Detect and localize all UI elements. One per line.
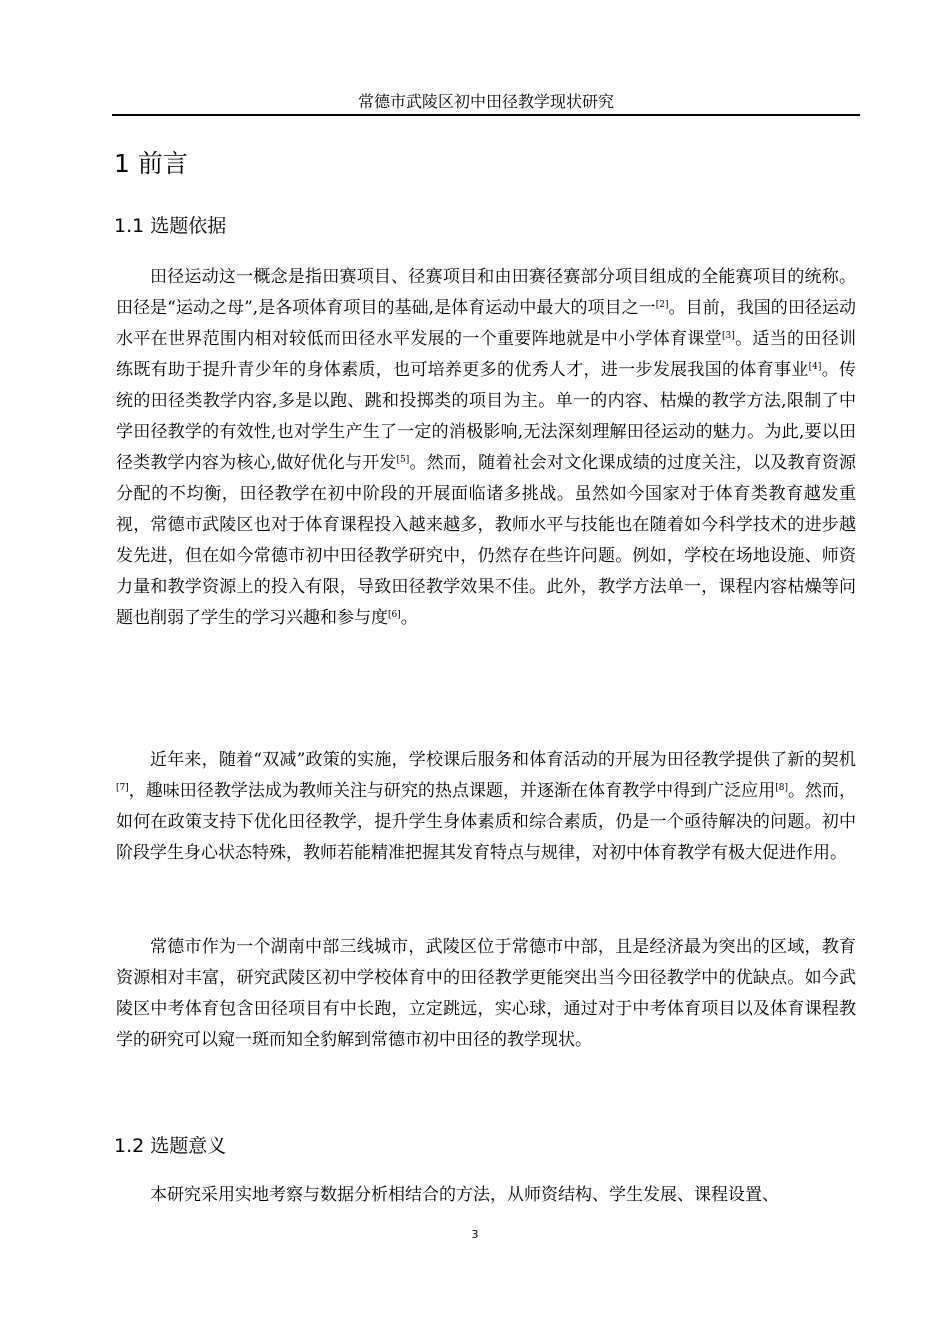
paragraph-1 bbox=[116, 262, 856, 634]
paragraph-3: 常德市作为一个湖南中部三线城市，武陵区位于常德市中部，且是经济最为突出的区域，教育资源相对丰富，研究武陵区初中学校体育中的田径教学更能突出当今田径教学中的优缺点。如今武陵区中考体育包含田径项目有中长跑，立定跳远，实心球，通过对于中考体育项目以及体育课程教学的研究可以窥一斑而知全豹解到常德市初中田径的教学现状。 bbox=[116, 937, 856, 1050]
citation: [3] bbox=[722, 331, 735, 341]
section-1-heading: 1 前言 bbox=[114, 149, 188, 178]
header-rule bbox=[112, 114, 860, 116]
paragraph-4: 本研究采用实地考察与数据分析相结合的方法，从师资结构、学生发展、课程设置、 bbox=[150, 1185, 779, 1205]
text-run: 。 bbox=[400, 608, 418, 628]
citation: [6] bbox=[388, 610, 401, 620]
text-run: 。然而，如何在政策支持下优化田径教学，提升学生身体素质和综合素质，仍是一个亟待解决的问题。初中阶段学生身心状态特殊，教师若能精准把握其发育特点与规律，对初中体育教学有极大促进作用。 bbox=[116, 781, 856, 863]
section-1-1-heading: 1.1 选题依据 bbox=[114, 215, 227, 237]
text-run: 。然而，随着社会对文化课成绩的过度关注，以及教育资源分配的不均衡，田径教学在初中阶段的开展面临诸多挑战。虽然如今国家对于体育类教育越发重视，常德市武陵区也对于体育课程投入越来越多，教师水平与技能也在随着如今科学技术的进步越发先进，但在如今常德市初中田径教学研究中，仍然存在些许问题。例如，学校在场地设施、师资力量和教学资源上的投入有限，导致田径教学效果不佳。此外，教学方法单一，课程内容枯燥等问题也削弱了学生的学习兴趣和参与度 bbox=[116, 453, 857, 628]
page-number: 3 bbox=[471, 1228, 479, 1241]
text-run: 。目前，我国的田径运动水平在世界范围内相对较低而田径水平发展的一个重要阵地就是中小学体育课堂 bbox=[116, 298, 856, 349]
section-1-2-heading: 1.2 选题意义 bbox=[114, 1135, 227, 1157]
text-run: 近年来，随着“双减”政策的实施，学校课后服务和体育活动的开展为田径教学提供了新的契机 bbox=[150, 750, 856, 770]
paragraph-2 bbox=[116, 745, 856, 869]
citation: [4] bbox=[808, 362, 822, 372]
text-run: ，趣味田径教学法成为教师关注与研究的热点课题，并逐渐在体育教学中得到广泛应用 bbox=[128, 781, 776, 801]
text-run: 。传统的田径类教学内容,多是以跑、跳和投掷类的项目为主。单一的内容、枯燥的教学方法,限制了中学田径教学的有效性,也对学生产生了一定的消极影响,无法深刻理解田径运动的魅力。为此,要以田径类教学内容为核心,做好优化与开发 bbox=[116, 360, 857, 473]
citation: [8] bbox=[775, 783, 788, 793]
citation: [2] bbox=[655, 300, 669, 310]
citation: [7] bbox=[116, 783, 129, 793]
text-run: 田径运动这一概念是指田赛项目、径赛项目和由田赛径赛部分项目组成的全能赛项目的统称。田径是“运动之母”,是各项体育项目的基础,是体育运动中最大的项目之一 bbox=[116, 267, 856, 318]
citation: [5] bbox=[396, 455, 410, 465]
text-run: 。适当的田径训练既有助于提升青少年的身体素质，也可培养更多的优秀人才，进一步发展我国的体育事业 bbox=[116, 329, 857, 380]
running-header-title: 常德市武陵区初中田径教学现状研究 bbox=[357, 92, 614, 111]
